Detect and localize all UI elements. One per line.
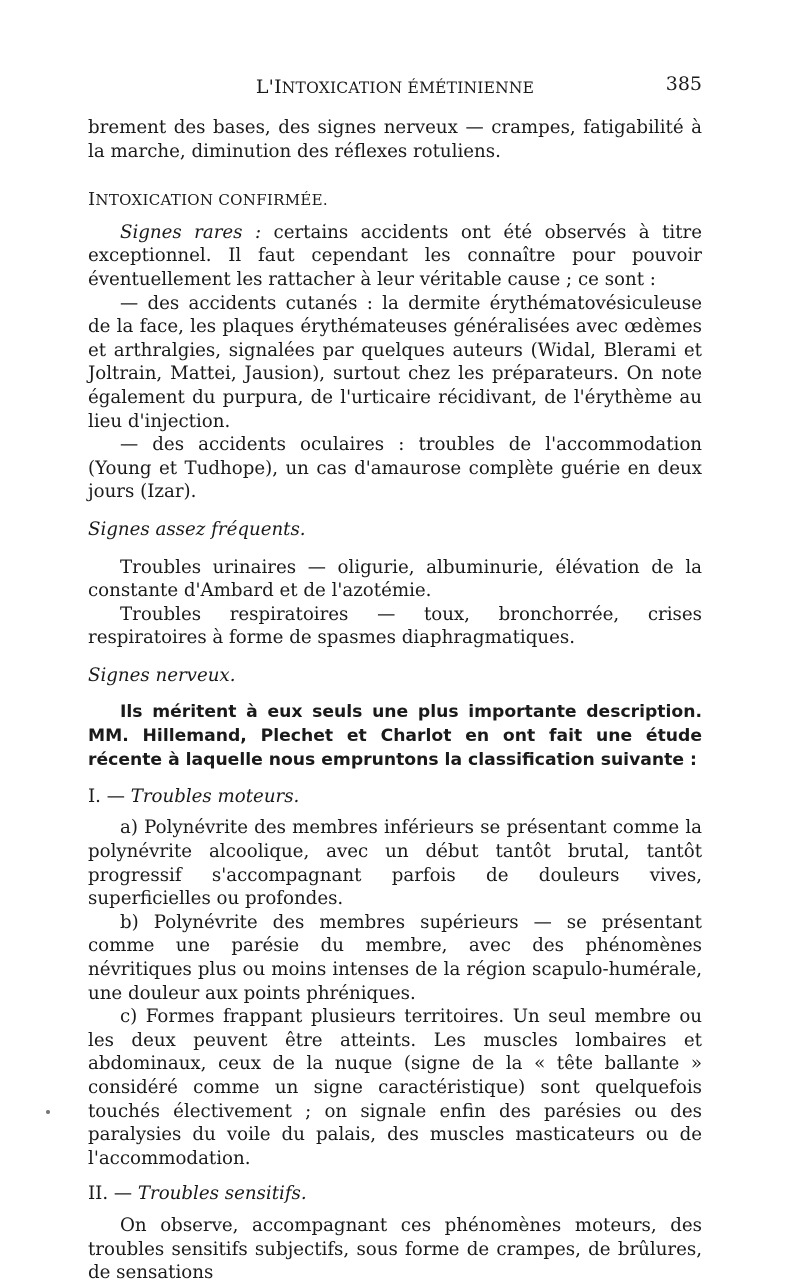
running-title-rest: NTOXICATION ÉMÉTINIENNE bbox=[281, 79, 535, 97]
section-heading-lead: I bbox=[88, 189, 96, 211]
running-title-lead: L'I bbox=[255, 76, 282, 98]
running-title bbox=[88, 76, 702, 98]
paragraph-troubles-respiratoires: Troubles respiratoires — toux, bronchorrée, crises respiratoires à forme de spasmes diaphragmatiques. bbox=[88, 603, 702, 649]
paragraph-signes-rares bbox=[88, 221, 702, 292]
paragraph-continuation: brement des bases, des signes nerveux — crampes, fatigabilité à la marche, diminution des réflexes rotuliens. bbox=[88, 117, 702, 162]
item-a: a) Polynévrite des membres inférieurs se présentant comme la polynévrite alcoolique, avec un début tantôt brutal, tantôt progressif s'accompagnant parfois de douleurs vives, superficielles ou profondes. bbox=[88, 817, 702, 910]
paragraph-accidents-cutanes: — des accidents cutanés : la dermite érythématovésiculeuse de la face, les plaques érythémateuses généralisées avec œdèmes et arthralgies, signalées par quelques auteurs (Widal, Blerami et Joltrain, Mattei, Jausion), surtout chez les préparateurs. On note également du purpura, de l'urticaire récidivant, de l'érythème au lieu d'injection. bbox=[88, 292, 702, 432]
troubles-sensitifs-number: II. — bbox=[88, 1183, 138, 1205]
section-heading-rest: NTOXICATION CONFIRMÉE. bbox=[95, 191, 328, 210]
paragraph-troubles-urinaires: Troubles urinaires — oligurie, albuminurie, élévation de la constante d'Ambard et de l'azotémie. bbox=[88, 556, 702, 602]
item-c: c) Formes frappant plusieurs territoires. Un seul membre ou les deux peuvent être atteints. Les muscles lombaires et abdominaux, ceux de la nuque (signe de la « tête ballante » considéré comme un signe caractéristique) sont quelquefois touchés électivement ; on signale enfin des parésies ou des paralysies du voile du palais, des muscles masticateurs ou de l'accommodation. bbox=[88, 1006, 702, 1169]
heading-troubles-sensitifs bbox=[88, 1182, 702, 1206]
signes-rares-label: Signes rares : bbox=[120, 221, 262, 243]
subheading-signes-nerveux: Signes nerveux. bbox=[88, 664, 236, 686]
paragraph-troubles-sensitifs: On observe, accompagnant ces phénomènes moteurs, des troubles sensitifs subjectifs, sous forme de crampes, de brûlures, de sensations bbox=[88, 1214, 702, 1284]
heading-troubles-moteurs bbox=[88, 785, 702, 809]
paragraph-accidents-oculaires: — des accidents oculaires : troubles de l'accommodation (Young et Tudhope), un cas d'amaurose complète guérie en deux jours (Izar). bbox=[88, 434, 702, 503]
paragraph-bold-classification: Ils méritent à eux seuls une plus importante description. MM. Hillemand, Plechet et Charlot en ont fait une étude récente à laquelle nous empruntons la classification suivante : bbox=[88, 702, 702, 771]
section-heading bbox=[88, 188, 702, 213]
troubles-sensitifs-label: Troubles sensitifs. bbox=[137, 1183, 307, 1205]
signes-rares-text: certains accidents ont été observés à titre exceptionnel. Il faut cependant les connaître pour pouvoir éventuellement les rattacher à leur véritable cause ; ce sont : bbox=[88, 221, 702, 290]
item-b: b) Polynévrite des membres supérieurs — se présentant comme une parésie du membre, avec des phénomènes névritiques plus ou moins intenses de la région scapulo-humérale, une douleur aux points phréniques. bbox=[88, 911, 702, 1004]
page-number: 385 bbox=[665, 73, 702, 95]
subheading-signes-frequents: Signes assez fréquents. bbox=[88, 518, 306, 540]
margin-speck bbox=[46, 1110, 50, 1114]
troubles-moteurs-label: Troubles moteurs. bbox=[130, 785, 300, 807]
page-body bbox=[88, 116, 702, 1285]
troubles-moteurs-number: I. — bbox=[88, 785, 131, 807]
running-header bbox=[88, 73, 702, 98]
